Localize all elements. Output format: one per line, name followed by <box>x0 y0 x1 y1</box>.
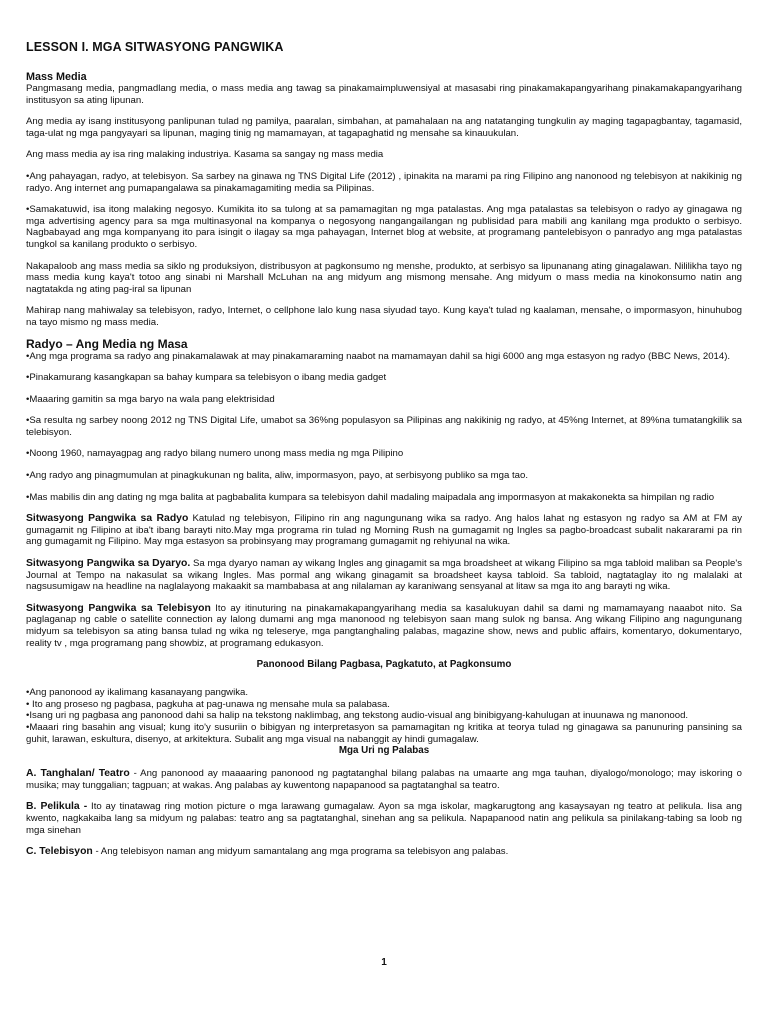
radyo-bullet: •Pinakamurang kasangkapan sa bahay kumpara sa telebisyon o ibang media gadget <box>26 372 387 384</box>
mass-media-bullet: •Ang pahayagan, radyo, at telebisyon. Sa sarbey na ginawa ng TNS Digital Life (2012) , ipinakita na marami pa ring Filipino ang nanonood ng telebisyon at nakikinig ng radyo. Ang internet ang pumapangalawa sa pinakamagamiting media sa Pilipinas. <box>26 170 742 194</box>
uri-telebisyon-text: - Ang telebisyon naman ang midyum samantalang ang mga programa sa telebisyon ang palabas. <box>92 846 509 858</box>
panonood-bullet: • Ito ang proseso ng pagbasa, pagkuha at pag-unawa ng mensahe mula sa palabasa. <box>26 698 390 710</box>
sitwasyon-dyaryo-heading: Sitwasyong Pangwika sa Dyaryo. <box>26 558 191 570</box>
radyo-bullet: •Sa resulta ng sarbey noong 2012 ng TNS Digital Life, umabot sa 36%ng populasyon sa Pilipinas ang nakikinig ng radyo, at 45%ng Internet, at 89%na tumatangkilik sa telebisyon. <box>26 415 742 438</box>
uri-pelikula-text: Ito ay tinatawag ring motion picture o mga larawang gumagalaw. Ayon sa mga iskolar, magkarugtong ang kasaysayan ng teatro at pelikula. Iisa ang kwento, nagkakaiba lang sa midyum ng palabas: teatro ang sa pagtatanghal, sinehan ang sa pelikula. Napapanood natin ang pelikula sa pinilakang-tabing sa loob ng mga sinehan <box>26 801 742 836</box>
uri-teatro-text: - Ang panonood ay maaaaring panonood ng pagtatanghal bilang palabas na umaarte ang mga tauhan, diyalogo/monologo; may iskoring o musika; may tunggalian; tagpuan; at wakas. Ang palabas ay kuwentong napapanood sa pagtatanghal sa teatro. <box>26 768 742 791</box>
radyo-bullet: •Noong 1960, namayagpag ang radyo bilang numero unong mass media ng mga Pilipino <box>26 448 404 460</box>
sitwasyon-dyaryo-paragraph <box>26 558 742 593</box>
sitwasyon-radyo-text: Katulad ng telebisyon, Filipino rin ang nagungunang wika sa radyo. Ang halos lahat ng estasyon ng radyo sa AM at FM ay gumagamit ng Filipino at iba't ibang barayti nito.May mga programa rin tulad ng Morning Rush na gumagamit ng Ingles sa pagbo-broadcast subalit nakararami pa rin ang gumagamit ng Filipino. May mga estasyon sa probinsyang may programang gumagamit ng rehiyunal na wika. <box>26 513 743 548</box>
uri-telebisyon-paragraph <box>26 846 742 858</box>
radyo-bullet: •Ang mga programa sa radyo ang pinakamalawak at may pinakamaraming naabot na mamamayan dahil sa higi 6000 ang mga estasyon ng radyo (BBC News, 2014). <box>26 350 731 362</box>
radyo-bullet: •Ang radyo ang pinagmumulan at pinagkukunan ng balita, aliw, impormasyon, payo, at serbisyong publiko sa mga tao. <box>26 470 529 482</box>
mass-media-paragraph: Nakapaloob ang mass media sa siklo ng produksiyon, distribusyon at pagkonsumo ng menshe, produkto, at serbisyo sa lipunanang ating ginagalawan. Nililikha tayo ng mass media kung kaya't totoo ang sinabi ni Marshall McLuhan na ang midyum ang mismong mensahe. Ang midyum o mass media na kinokonsumo natin ang nagtatakda ng ating pag-iral sa lipunan <box>26 260 742 295</box>
radyo-bullet: •Maaaring gamitin sa mga baryo na wala pang elektrisidad <box>26 393 275 405</box>
sitwasyon-telebisyon-text: Ito ay itinuturing na pinakamakapangyarihang media sa kasalukuyan dahil sa dami ng mamamayang naaabot nito. Sa paglaganap ng cable o satellite connection ay lalong dumami ang mga manonood ng telebisyon saan mang sulok ng bansa. Ang wikang Filipino ang nagungunang midyum sa telebisyon sa ating bansa tulad ng wika ng teleserye, mga pangtanghaling palabas, magazine show, news and public affairs, komentaryo, dokumentaryo, reality tv , mga programang pang showbiz, at programang edukasyon. <box>26 602 742 649</box>
uri-teatro-paragraph <box>26 768 742 791</box>
mass-media-paragraph: Ang mass media ay isa ring malaking industriya. Kasama sa sangay ng mass media <box>26 149 384 161</box>
mass-media-paragraph: Mahirap nang mahiwalay sa telebisyon, radyo, Internet, o cellphone lalo kung nasa siyudad tayo. Kung kaya't tulad ng kaalaman, mensahe, o impormasyon, hinuhubog na tayo mismo ng mass media. <box>26 305 742 328</box>
sitwasyon-telebisyon-heading: Sitwasyong Pangwika sa Telebisyon <box>26 602 211 614</box>
sitwasyon-radyo-heading: Sitwasyong Pangwika sa Radyo <box>26 513 189 525</box>
sitwasyon-dyaryo-text: Sa mga dyaryo naman ay wikang Ingles ang ginagamit sa mga broadsheet at wikang Filipino sa mga tabloid maliban sa People's Journal at Tempo na nakasulat sa wikang Ingles. Mas pormal ang wikang ginagamit sa broadsheet kaysa tabloid. Sa tabloid, nagtataglay ito ng malalaki at nagsusumigaw na headline na naglalayong makaakit sa mambabasa at ang nilalaman ay karaniwang sensyanal at litaw sa mga ito ang barayti ng wika. <box>26 558 742 593</box>
page-number: 1 <box>381 957 387 968</box>
mass-media-bullet: •Samakatuwid, isa itong malaking negosyo. Kumikita ito sa tulong at sa pamamagitan ng mga patalastas. Ang mga patalastas sa telebisyon o radyo ay ginagawa ng mga advertising agency para sa mga multinasyonal na kompanya o negosyong nangangailangan ng publisidad para mabili ang kanilang mga produkto o serbisyo. Nagbabayad ang mga kompanyang ito para isingit o ilagay sa mga pahayagan, Internet blog at website, at programang pantelebisyon o panradyo ang mga patalastas tungkol sa kanilang produkto o serbisyo. <box>26 204 742 250</box>
mass-media-paragraph: Ang media ay isang institusyong panlipunan tulad ng pamilya, paaralan, simbahan, at pamahalaan na ang natatanging tungkulin ay maging tagapagbantay, tagamasid, taga-ulat ng mga pangyayari sa lipunan, maging tinig ng mamamayan, at tagapaghatid ng mensahe sa kinauukulan. <box>26 116 742 139</box>
radyo-bullet: •Mas mabilis din ang dating ng mga balita at pagbabalita kumpara sa telebisyon dahil madaling maipadala ang impormasyon at makakonekta sa himpilan ng radio <box>26 491 715 503</box>
panonood-bullet: •Maaari ring basahin ang visual; kung ito'y susuriin o bibigyan ng interpretasyon sa pamamagitan ng kritika at teorya tulad ng ginagawa sa panunuring pansining sa guhit, larawan, eskultura, disenyo, at arkitektura. Subalit ang mga visual na nabanggit ay hindi gumagalaw. <box>26 721 742 745</box>
panonood-heading: Panonood Bilang Pagbasa, Pagkatuto, at Pagkonsumo <box>256 659 512 671</box>
sitwasyon-radyo-paragraph <box>26 513 742 548</box>
uri-telebisyon-heading: C. Telebisyon <box>26 846 93 858</box>
radyo-heading: Radyo – Ang Media ng Masa <box>26 336 188 351</box>
document-page <box>26 40 742 868</box>
uri-teatro-heading: A. Tanghalan/ Teatro <box>26 768 130 780</box>
panonood-bullet: •Ang panonood ay ikalimang kasanayang pangwika. <box>26 687 249 699</box>
panonood-bullet: •Isang uri ng pagbasa ang panonood dahi sa halip na tekstong naklimbag, ang tekstong audio-visual ang binibigyang-kahulugan at inuunawa ng manonood. <box>26 710 689 722</box>
sitwasyon-telebisyon-paragraph <box>26 603 742 649</box>
uri-pelikula-paragraph <box>26 801 742 836</box>
mass-media-heading: Mass Media <box>26 71 87 83</box>
lesson-title: LESSON I. MGA SITWASYONG PANGWIKA <box>26 40 284 54</box>
uri-heading: Mga Uri ng Palabas <box>338 745 430 757</box>
uri-pelikula-heading: B. Pelikula - <box>26 801 88 813</box>
mass-media-paragraph: Pangmasang media, pangmadlang media, o mass media ang tawag sa pinakamaimpluwensiyal at masasabi ring pinakamakapangyarihang pinakamakapangyarihang institusyon sa ating lipunan. <box>26 83 742 106</box>
